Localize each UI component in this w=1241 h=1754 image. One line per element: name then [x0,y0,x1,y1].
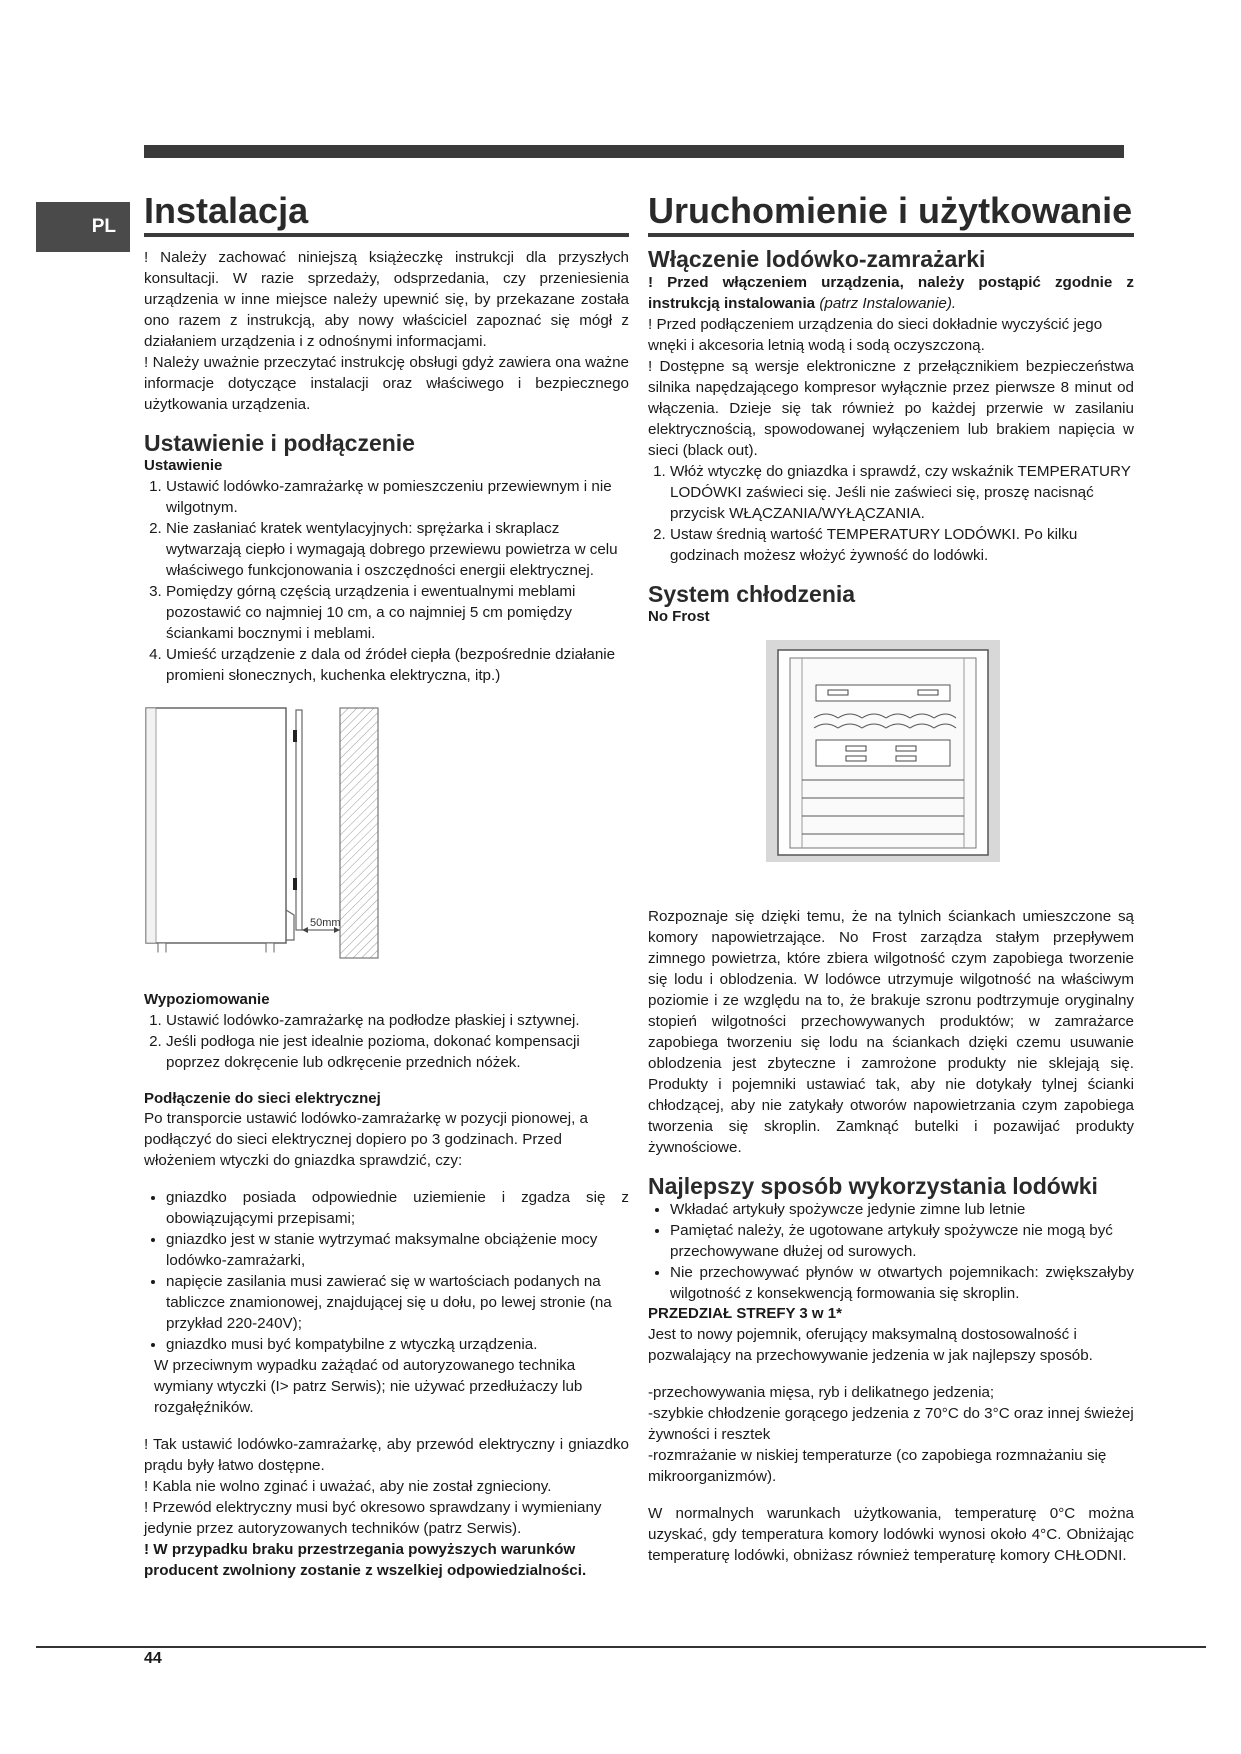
list-item: • gniazdko posiada odpowiednie uziemienie i zgadza się z obowiązującymi przepisami; [166,1187,629,1229]
no-frost-paragraph: Rozpoznaje się dzięki temu, że na tylnich ściankach umieszczone są komory napowietrzające. No Frost zarządza stałym przepływem zimnego powietrza, które zbiera wilgotność czym zapobiega tworzenie się lodu i oblodzenia. W lodówce utrzymuje wilgotność na właściwym poziomie i ze względu na to, że brakuje szronu podtrzymuje oryginalny stopień wilgotności przechowywanych produktów; w zamrażarce zapobiega tworzeniu się lodu na ściankach dzięki czemu usuwanie oblodzenia jest zbyteczne i zamrożone produkty nie sklejają się. Produkty i pojemniki ustawiać tak, aby nie dotykały tylnej ścianki chłodzącej, aby nie zatykały otworów napowietrzania czym zapobiega tworzenia się skroplin. Zamknąć butelki i pozawijać produkty żywnościowe. [648,908,1134,1156]
startup-list [648,461,1134,566]
footer-rule [36,1646,1206,1648]
heading-ustawienie-podlaczenie: Ustawienie i podłączenie [144,429,415,456]
subheading-przedzial-strefy: PRZEDZIAŁ STREFY 3 w 1* [648,1305,842,1323]
podlaczenie-paragraph: Po transporcie ustawić lodówko-zamrażarkę w pozycji pionowej, a podłączyć do sieci elektrycznej dopiero po 3 godzinach. Przed włożeniem wtyczki do gniazdka sprawdzić, czy: [144,1110,589,1169]
list-item: 1. Ustawić lodówko-zamrażarkę na podłodze płaskiej i sztywnej. [166,1010,629,1031]
heading-wlaczenie: Włączenie lodówko-zamrażarki [648,245,986,272]
list-item: • Pamiętać należy, że ugotowane artykuły spożywcze nie mogą być przechowywane dłużej od surowych. [670,1220,1134,1262]
right-column [648,192,1134,627]
intro-paragraph-1: ! Należy zachować niniejszą książeczkę instrukcji dla przyszłych konsultacji. W razie sprzedaży, odsprzedania, czy przeniesienia urządzenia w inne miejsce należy upewnić się, by przekazane została ono razem z instrukcją, aby nowy właściciel zapoznać się mógł z działaniem urządzenia i z odnośnymi informacjami. [144,248,629,350]
intro-paragraph-2: ! Należy uważnie przeczytać instrukcję obsługi gdyż zawiera ona ważne informacje dotyczące instalacji oraz właściwego i bezpiecznego użytkowania urządzenia. [144,353,629,413]
electronic-versions-paragraph: ! Dostępne są wersje elektroniczne z przełącznikiem bezpieczeństwa silnika napędzającego kompresor wyłącznie przez pierwsze 8 minut od włączenia. Dzieje się tak również po każdej przerwie w zasilaniu elektrycznością, spowodowanej wyłączeniem lub brakiem napięcia w sieci (black out). [648,358,1134,460]
cleaning-paragraph: ! Przed podłączeniem urządzenia do sieci dokładnie wyczyścić jego wnęki i akcesoria letnią wodą i sodą oczyszczoną. [648,316,1103,355]
clearance-label: 50mm [310,917,341,929]
subheading-no-frost: No Frost [648,608,710,626]
list-item: • napięcie zasilania musi zawierać się w wartościach podanych na tabliczce znamionowej, znajdującej się u dołu, po lewej stronie (na przykład 220-240V); [166,1271,629,1334]
left-column-lower [144,990,629,1581]
heading-najlepszy-sposob: Najlepszy sposób wykorzystania lodówki [648,1173,1098,1199]
warning-2: ! Kabla nie wolno zginać i uważać, aby nie został zgnieciony. [144,1478,552,1495]
list-item: 2. Jeśli podłoga nie jest idealnie pozioma, dokonać kompensacji poprzez dokręcenie lub odkręcenie przednich nóżek. [166,1031,629,1073]
przedzial-line-3: -rozmrażanie w niskiej temperaturze (co zapobiega rozmnażaniu się mikroorganizmów). [648,1446,1107,1485]
list-item: 4. Umieść urządzenie z dala od źródeł ciepła (bezpośrednie działanie promieni słonecznych, kuchenka elektryczna, itp.) [166,644,629,686]
subheading-wypoziomowanie: Wypoziomowanie [144,991,270,1008]
section-title-uruchomienie: Uruchomienie i użytkowanie [648,192,1134,237]
heading-system-chlodzenia: System chłodzenia [648,581,856,608]
page-number: 44 [144,1650,162,1667]
temperature-paragraph: W normalnych warunkach użytkowania, temperaturę 0°C można uzyskać, gdy temperatura komory lodówki wynosi około 4°C. Obniżając temperaturę lodówki, obniżasz również temperaturę komory CHŁODNI. [648,1504,1134,1564]
language-tab: PL [36,202,130,252]
header-bar [144,145,1124,158]
clearance-diagram [144,700,384,960]
subheading-podlaczenie: Podłączenie do sieci elektrycznej [144,1089,381,1107]
wypoziomowanie-list [144,1010,629,1073]
warning-3: ! Przewód elektryczny musi być okresowo sprawdzany i wymieniany jedynie przez autoryzowanych techników (patrz Serwis). [144,1499,602,1537]
podlaczenie-bullets [144,1187,629,1355]
list-item: • gniazdko jest w stanie wytrzymać maksymalne obciążenie mocy lodówko-zamrażarki, [166,1229,629,1271]
list-item: 2. Ustaw średnią wartość TEMPERATURY LODÓWKI. Po kilku godzinach możesz włożyć żywność do lodówki. [670,524,1134,566]
fridge-interior-illustration [766,640,1000,862]
reference-italic: (patrz Instalowanie). [819,295,957,313]
ustawienie-list [144,476,629,686]
left-column [144,192,629,686]
list-item: 1. Ustawić lodówko-zamrażarkę w pomieszczeniu przewiewnym i nie wilgotnym. [166,476,629,518]
subheading-ustawienie: Ustawienie [144,457,223,475]
list-item: • gniazdko musi być kompatybilne z wtyczką urządzenia. [166,1334,629,1355]
best-use-bullets [648,1199,1134,1304]
list-item: • Nie przechowywać płynów w otwartych pojemnikach: zwiększałyby wilgotność z konsekwencją formowania się skroplin. [670,1262,1134,1304]
podlaczenie-after: W przeciwnym wypadku zażądać od autoryzowanego technika wymiany wtyczki (I> patrz Serwis); nie używać przedłużaczy lub rozgałęźników. [154,1357,583,1416]
list-item: • Wkładać artykuły spożywcze jedynie zimne lub letnie [670,1199,1134,1220]
list-item: 1. Włóż wtyczkę do gniazdka i sprawdź, czy wskaźnik TEMPERATURY LODÓWKI zaświeci się. Jeśli nie zaświeci się, proszę nacisnąć przycisk WŁĄCZANIA/WYŁĄCZANIA. [670,461,1134,524]
warning-bold: ! Przed włączeniem urządzenia, należy postąpić zgodnie z instrukcją instalowania [648,274,1134,313]
right-column-lower [648,906,1134,1566]
przedzial-line-2: -szybkie chłodzenie gorącego jedzenia z 70°C do 3°C oraz innej świeżej żywności i resztek [648,1404,1134,1443]
warning-1: ! Tak ustawić lodówko-zamrażarkę, aby przewód elektryczny i gniazdko prądu były łatwo dostępne. [144,1436,629,1474]
section-title-instalacja: Instalacja [144,192,629,237]
list-item: 3. Pomiędzy górną częścią urządzenia i ewentualnymi meblami pozostawić co najmniej 10 cm, a co najmniej 5 cm pomiędzy ściankami bocznymi i meblami. [166,581,629,644]
warning-4: ! W przypadku braku przestrzegania powyższych warunków producent zwolniony zostanie z wszelkiej odpowiedzialności. [144,1541,587,1579]
list-item: 2. Nie zasłaniać kratek wentylacyjnych: sprężarka i skraplacz wytwarzają ciepło i wymagają dobrego przewiewu powietrza w celu właściwego funkcjonowania i oszczędności energii elektrycznej. [166,518,629,581]
przedzial-line-1: -przechowywania mięsa, ryb i delikatnego jedzenia; [648,1383,995,1401]
przedzial-paragraph-1: Jest to nowy pojemnik, oferujący maksymalną dostosowalność i pozwalający na przechowywanie jedzenia w jak najlepszy sposób. [648,1325,1093,1364]
